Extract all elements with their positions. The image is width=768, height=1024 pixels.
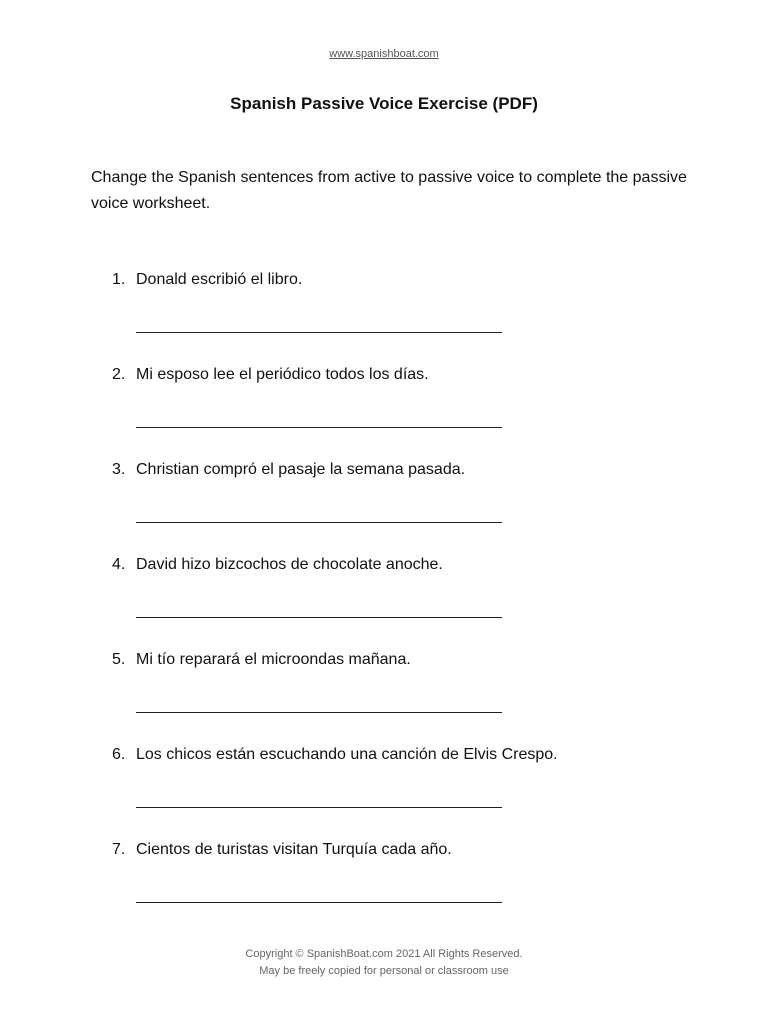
item-number: 7. xyxy=(112,841,126,858)
exercise-item-5 xyxy=(0,648,768,743)
item-sentence: Donald escribió el libro. xyxy=(136,271,303,288)
exercise-item-4 xyxy=(0,553,768,648)
exercise-item-6 xyxy=(0,743,768,838)
item-sentence: Los chicos están escuchando una canción de Elvis Crespo. xyxy=(136,746,558,763)
item-number: 5. xyxy=(112,651,126,668)
answer-line xyxy=(136,902,502,903)
answer-line xyxy=(136,427,502,428)
page-title: Spanish Passive Voice Exercise (PDF) xyxy=(230,94,538,113)
answer-line xyxy=(136,522,502,523)
item-number: 3. xyxy=(112,461,126,478)
item-number: 1. xyxy=(112,271,126,288)
exercise-item-1 xyxy=(0,268,768,363)
site-link[interactable]: www.spanishboat.com xyxy=(329,48,439,60)
exercise-list xyxy=(0,268,768,933)
footer xyxy=(0,946,768,980)
answer-line xyxy=(136,332,502,333)
exercise-item-3 xyxy=(0,458,768,553)
exercise-item-7 xyxy=(0,838,768,933)
item-sentence: Christian compró el pasaje la semana pasada. xyxy=(136,461,466,478)
item-sentence: David hizo bizcochos de chocolate anoche. xyxy=(136,556,443,573)
item-number: 4. xyxy=(112,556,126,573)
instructions: Change the Spanish sentences from active to passive voice to complete the passive voice worksheet. xyxy=(91,169,687,212)
item-number: 2. xyxy=(112,366,126,383)
answer-line xyxy=(136,617,502,618)
answer-line xyxy=(136,807,502,808)
exercise-item-2 xyxy=(0,363,768,458)
answer-line xyxy=(136,712,502,713)
item-sentence: Mi tío reparará el microondas mañana. xyxy=(136,651,411,668)
item-sentence: Mi esposo lee el periódico todos los días. xyxy=(136,366,429,383)
item-number: 6. xyxy=(112,746,126,763)
item-sentence: Cientos de turistas visitan Turquía cada año. xyxy=(136,841,452,858)
copyright-text: Copyright © SpanishBoat.com 2021 All Rights Reserved. xyxy=(245,948,523,960)
usage-text: May be freely copied for personal or classroom use xyxy=(259,965,509,977)
